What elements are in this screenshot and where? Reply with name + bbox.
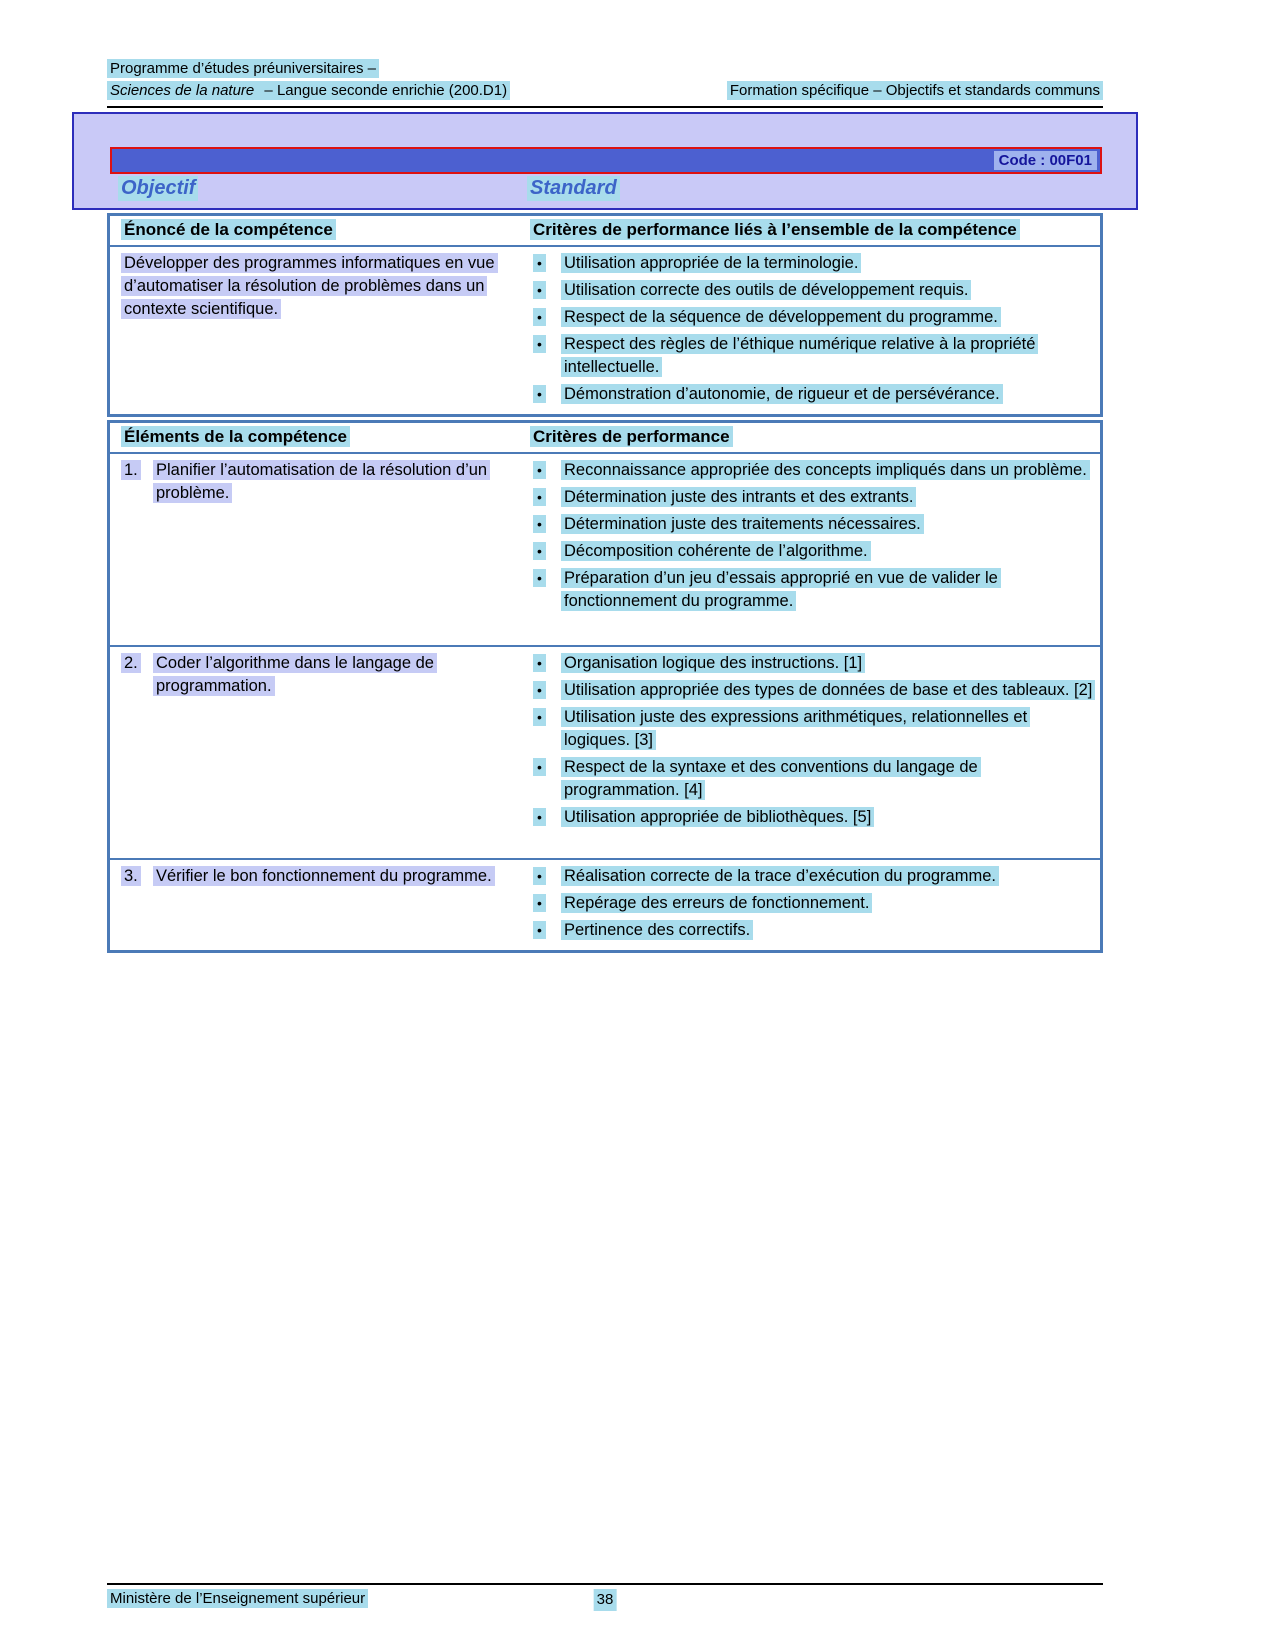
bullet-icon: • [533,335,546,353]
competency-table [107,213,1103,417]
criterion-item [530,652,1096,675]
competency-statement-cell [110,247,520,414]
col-performance-header [520,426,1100,448]
criterion-item [530,486,1096,509]
criterion-text: Préparation d’un jeu d’essais approprié en vue de valider le fonctionnement du programme. [561,568,1001,611]
bullet-icon: • [533,808,546,826]
element-item [121,865,512,888]
col-enonce-header [110,219,520,241]
bullet-icon: • [533,542,546,560]
criterion-item [530,706,1096,752]
bullet-icon: • [533,308,546,326]
elements-table [107,420,1103,953]
criterion-item [530,919,1096,942]
criterion-item [530,513,1096,536]
criteria-cell [520,860,1100,950]
criterion-item [530,756,1096,802]
criterion-item [530,306,1096,329]
section-title: Formation spécifique – Objectifs et standards communs [727,81,1103,100]
table-row [110,647,1100,860]
bullet-icon: • [533,385,546,403]
criterion-text: Pertinence des correctifs. [561,920,753,940]
bullet-icon: • [533,515,546,533]
header-line-2 [107,80,510,102]
bullet-icon: • [533,461,546,479]
bullet-icon: • [533,758,546,776]
header-left [107,58,510,102]
enonce-header-text: Énoncé de la compétence [121,219,336,240]
criterion-item [530,806,1096,829]
criterion-item [530,679,1096,702]
bullet-icon: • [533,254,546,272]
table-row [110,454,1100,647]
objectif-heading: Objectif [118,176,198,201]
criterion-text: Utilisation appropriée de bibliothèques. [5] [561,807,874,827]
criterion-item [530,892,1096,915]
element-text: Planifier l’automatisation de la résolution d’un problème. [153,460,490,503]
objective-banner [72,112,1138,210]
criterion-text: Respect des règles de l’éthique numérique relative à la propriété intellectuelle. [561,334,1038,377]
criteres-header-text: Critères de performance liés à l’ensemble de la compétence [530,219,1020,240]
criterion-item [530,865,1096,888]
criterion-text: Détermination juste des intrants et des extrants. [561,487,916,507]
program-name-rest: – Langue seconde enrichie (200.D1) [257,81,510,100]
program-name-italic: Sciences de la nature [107,81,257,100]
criterion-text: Reconnaissance appropriée des concepts impliqués dans un problème. [561,460,1090,480]
criterion-text: Démonstration d’autonomie, de rigueur et de persévérance. [561,384,1003,404]
table-row [110,860,1100,950]
criterion-item [530,567,1096,613]
criterion-text: Respect de la syntaxe et des conventions du langage de programmation. [4] [561,757,981,800]
criterion-item [530,333,1096,379]
criterion-item [530,279,1096,302]
element-item [121,459,512,505]
program-title: Programme d’études préuniversitaires – [107,59,379,78]
element-number: 3. [121,866,141,886]
competency-statement: Développer des programmes informatiques en vue d’automatiser la résolution de problèmes dans un contexte scientifique. [121,253,498,319]
criterion-item [530,459,1096,482]
footer-ministry: Ministère de l’Enseignement supérieur [107,1589,368,1608]
criteria-cell [520,647,1100,858]
page-number: 38 [594,1589,617,1611]
criterion-text: Utilisation juste des expressions arithmétiques, relationnelles et logiques. [3] [561,707,1030,750]
performance-header-text: Critères de performance [530,426,733,447]
criterion-text: Organisation logique des instructions. [1] [561,653,865,673]
header-rule [107,106,1103,108]
bullet-icon: • [533,708,546,726]
competency-table-header [110,216,1100,247]
criterion-text: Utilisation correcte des outils de développement requis. [561,280,971,300]
element-number: 2. [121,653,141,673]
col-criteres-header [520,219,1100,241]
element-cell [110,860,520,950]
element-cell [110,647,520,858]
criteria-cell [520,454,1100,645]
criterion-text: Utilisation appropriée de la terminologie. [561,253,861,273]
bullet-icon: • [533,488,546,506]
criterion-item [530,252,1096,275]
criterion-item [530,540,1096,563]
bullet-icon: • [533,921,546,939]
criterion-item [530,383,1096,406]
elements-header-text: Éléments de la compétence [121,426,350,447]
bullet-icon: • [533,569,546,587]
criterion-text: Réalisation correcte de la trace d’exécution du programme. [561,866,999,886]
criterion-text: Respect de la séquence de développement du programme. [561,307,1001,327]
criterion-text: Détermination juste des traitements nécessaires. [561,514,924,534]
code-bar [110,147,1102,174]
element-text: Coder l’algorithme dans le langage de programmation. [153,653,437,696]
element-text: Vérifier le bon fonctionnement du programme. [153,866,495,886]
header-right [727,80,1103,102]
bullet-icon: • [533,867,546,885]
element-cell [110,454,520,645]
criterion-text: Repérage des erreurs de fonctionnement. [561,893,872,913]
table-row [110,247,1100,414]
bullet-icon: • [533,894,546,912]
element-item [121,652,512,698]
bullet-icon: • [533,654,546,672]
bullet-icon: • [533,681,546,699]
code-label: Code : 00F01 [994,151,1097,170]
elements-table-header [110,423,1100,454]
header-line-1 [107,58,510,80]
criterion-text: Décomposition cohérente de l’algorithme. [561,541,871,561]
element-number: 1. [121,460,141,480]
bullet-icon: • [533,281,546,299]
footer-rule [107,1583,1103,1585]
page-footer [107,1589,1103,1609]
criterion-text: Utilisation appropriée des types de données de base et des tableaux. [2] [561,680,1095,700]
competency-criteria-cell [520,247,1100,414]
standard-heading: Standard [527,176,620,201]
page-header [107,58,1103,102]
col-elements-header [110,426,520,448]
